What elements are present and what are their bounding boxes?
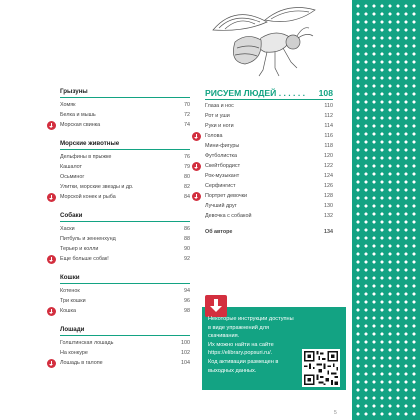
toc-section-sea-animals xyxy=(60,140,190,202)
entry-page-number: 134 xyxy=(324,229,333,235)
toc-entry[interactable] xyxy=(205,131,333,141)
entry-page-number: 96 xyxy=(184,298,190,304)
entry-title: Морской конек и рыба xyxy=(60,194,116,200)
entry-title: Лошадь в галопе xyxy=(60,360,103,366)
entry-page-number: 102 xyxy=(181,350,190,356)
toc-entry[interactable] xyxy=(60,172,190,182)
promo-line: Код активации размещен в xyxy=(208,358,279,365)
page-number: 5 xyxy=(334,410,337,416)
entry-page-number: 122 xyxy=(324,163,333,169)
toc-entry[interactable] xyxy=(60,234,190,244)
promo-line: Некоторые инструкции доступны xyxy=(208,316,294,322)
entry-title: Улитки, морские звезды и др. xyxy=(60,184,134,190)
entry-title: Серфингист xyxy=(205,183,236,189)
promo-line: выходных данных. xyxy=(208,367,257,374)
entry-page-number: 118 xyxy=(324,143,333,149)
toc-entry[interactable] xyxy=(205,151,333,161)
toc-entry-author[interactable] xyxy=(205,227,333,237)
download-icon xyxy=(47,307,56,316)
entry-title: Кашалот xyxy=(60,164,83,170)
entry-title: Руки и ноги xyxy=(205,123,234,129)
toc-entry[interactable] xyxy=(60,296,190,306)
toc-entry[interactable] xyxy=(60,254,190,264)
entry-page-number: 98 xyxy=(184,308,190,314)
toc-entry[interactable] xyxy=(205,201,333,211)
toc-section-horses xyxy=(60,326,190,368)
toc-entry[interactable] xyxy=(205,141,333,151)
toc-right-column xyxy=(205,88,333,237)
toc-left-column xyxy=(60,88,190,378)
entry-page-number: 132 xyxy=(324,213,333,219)
entry-page-number: 94 xyxy=(184,288,190,294)
download-icon xyxy=(47,193,56,202)
entry-title: Рот и уши xyxy=(205,113,230,119)
toc-section-cats xyxy=(60,274,190,316)
chapter-page-number: 108 xyxy=(318,88,333,98)
entry-title: Морская свинка xyxy=(60,122,101,128)
toc-entry[interactable] xyxy=(60,152,190,162)
entry-title: Голштинская лошадь xyxy=(60,340,114,346)
toc-entry[interactable] xyxy=(205,101,333,111)
download-arrow-icon xyxy=(205,295,227,317)
toc-section-rodents xyxy=(60,88,190,130)
toc-entry[interactable] xyxy=(60,120,190,130)
download-icon xyxy=(47,121,56,130)
entry-page-number: 128 xyxy=(324,193,333,199)
promo-line: в виде упражнений для скачивания. xyxy=(208,324,269,340)
entry-title: Об авторе xyxy=(205,229,233,235)
toc-entry[interactable] xyxy=(60,100,190,110)
entry-page-number: 126 xyxy=(324,183,333,189)
toc-section-dogs xyxy=(60,212,190,264)
toc-entry[interactable] xyxy=(60,182,190,192)
section-heading: Кошки xyxy=(60,274,190,284)
toc-entry[interactable] xyxy=(60,306,190,316)
entry-title: Белка и мышь xyxy=(60,112,96,118)
download-icon xyxy=(192,132,201,141)
toc-entry[interactable] xyxy=(60,162,190,172)
chapter-heading[interactable] xyxy=(205,88,333,100)
entry-title: Кошка xyxy=(60,308,76,314)
entry-title: Три кошки xyxy=(60,298,86,304)
entry-title: Портрет девочки xyxy=(205,193,248,199)
entry-title: Хомяк xyxy=(60,102,76,108)
promo-text xyxy=(208,315,298,375)
entry-page-number: 70 xyxy=(184,102,190,108)
toc-entry[interactable] xyxy=(205,181,333,191)
section-heading: Собаки xyxy=(60,212,190,222)
entry-title: Хаски xyxy=(60,226,75,232)
entry-page-number: 76 xyxy=(184,154,190,160)
toc-entry[interactable] xyxy=(60,348,190,358)
entry-page-number: 112 xyxy=(324,113,333,119)
entry-title: Футболистка xyxy=(205,153,238,159)
entry-title: Терьер и колли xyxy=(60,246,99,252)
toc-entry[interactable] xyxy=(205,211,333,221)
toc-entry[interactable] xyxy=(205,191,333,201)
entry-title: Мини-фигуры xyxy=(205,143,240,149)
entry-title: Еще больше собак! xyxy=(60,256,109,262)
download-icon xyxy=(192,162,201,171)
download-icon xyxy=(192,192,201,201)
decorative-dot-stripe xyxy=(352,0,420,420)
section-heading: Морские животные xyxy=(60,140,190,150)
promo-link[interactable]: https://elibrary.popsuri.ru/. xyxy=(208,350,273,357)
toc-entry[interactable] xyxy=(60,358,190,368)
toc-entry[interactable] xyxy=(60,110,190,120)
entry-page-number: 84 xyxy=(184,194,190,200)
download-icon xyxy=(47,255,56,264)
download-icon xyxy=(47,359,56,368)
promo-line: Их можно найти на сайте xyxy=(208,341,274,348)
entry-page-number: 130 xyxy=(324,203,333,209)
entry-title: Осьминог xyxy=(60,174,85,180)
entry-page-number: 116 xyxy=(324,133,333,139)
entry-page-number: 90 xyxy=(184,246,190,252)
toc-entry[interactable] xyxy=(205,121,333,131)
entry-title: Голова xyxy=(205,133,223,139)
entry-page-number: 82 xyxy=(184,184,190,190)
toc-entry[interactable] xyxy=(205,111,333,121)
entry-page-number: 100 xyxy=(181,340,190,346)
toc-entry[interactable] xyxy=(60,192,190,202)
entry-page-number: 72 xyxy=(184,112,190,118)
entry-title: Рок-музыкант xyxy=(205,173,240,179)
toc-entry[interactable] xyxy=(60,244,190,254)
toc-entry[interactable] xyxy=(60,286,190,296)
entry-title: Девочка с собакой xyxy=(205,213,252,219)
entry-page-number: 74 xyxy=(184,122,190,128)
entry-page-number: 120 xyxy=(324,153,333,159)
toc-entry[interactable] xyxy=(60,338,190,348)
entry-title: На конкуре xyxy=(60,350,88,356)
download-promo-box xyxy=(202,307,346,390)
section-heading: Лошади xyxy=(60,326,190,336)
entry-title: Питбуль и зенненхунд xyxy=(60,236,116,242)
toc-entry[interactable] xyxy=(205,161,333,171)
qr-code-icon[interactable] xyxy=(302,349,340,387)
entry-page-number: 124 xyxy=(324,173,333,179)
entry-page-number: 104 xyxy=(181,360,190,366)
toc-entry[interactable] xyxy=(205,171,333,181)
entry-title: Скейтбордист xyxy=(205,163,241,169)
entry-title: Глаза и нос xyxy=(205,103,234,109)
entry-page-number: 114 xyxy=(324,123,333,129)
entry-page-number: 80 xyxy=(184,174,190,180)
section-heading: Грызуны xyxy=(60,88,190,98)
chapter-title: РИСУЕМ ЛЮДЕЙ . . . . . . xyxy=(205,88,305,98)
entry-page-number: 92 xyxy=(184,256,190,262)
toc-entry[interactable] xyxy=(60,224,190,234)
bee-illustration xyxy=(205,2,317,80)
entry-title: Котенок xyxy=(60,288,80,294)
entry-page-number: 110 xyxy=(324,103,333,109)
entry-page-number: 79 xyxy=(184,164,190,170)
entry-title: Лучший друг xyxy=(205,203,237,209)
entry-page-number: 86 xyxy=(184,226,190,232)
entry-page-number: 88 xyxy=(184,236,190,242)
entry-title: Дельфины в прыжке xyxy=(60,154,112,160)
